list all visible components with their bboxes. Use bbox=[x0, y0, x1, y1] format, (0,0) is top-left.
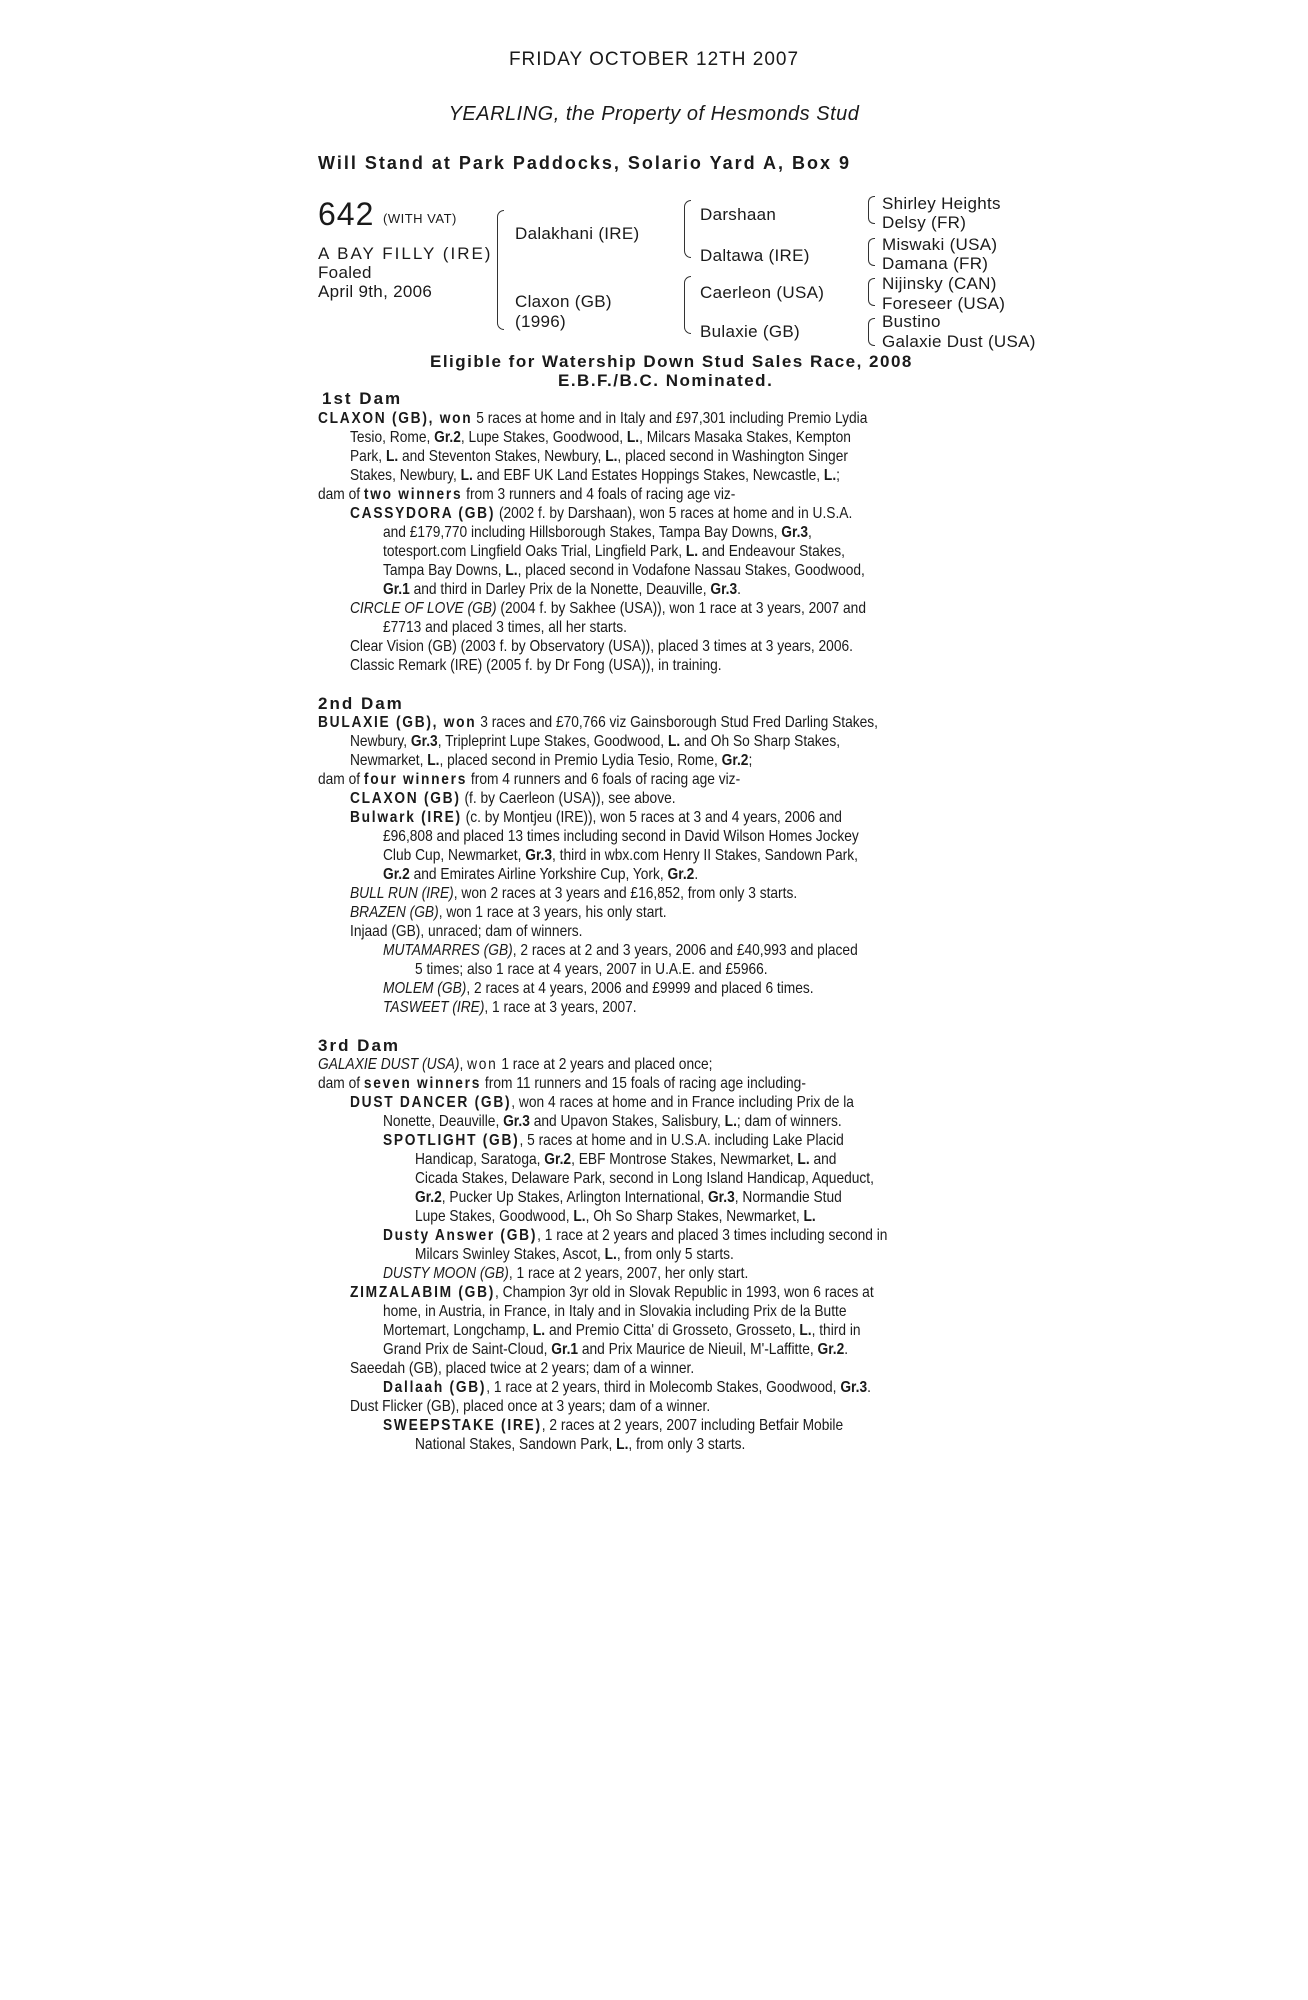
eligible-line-2: E.B.F./B.C. Nominated. bbox=[558, 371, 774, 390]
first-dam-line: CIRCLE OF LOVE (GB) (2004 f. by Sakhee (USA)), won 1 race at 3 years, 2007 and bbox=[350, 600, 866, 617]
second-dam-line: Newbury, Gr.3, Tripleprint Lupe Stakes, Goodwood, L. and Oh So Sharp Stakes, bbox=[350, 733, 841, 750]
first-dam-line: Tampa Bay Downs, L., placed second in Vodafone Nassau Stakes, Goodwood, bbox=[383, 562, 865, 579]
second-dam-line: Newmarket, L., placed second in Premio Lydia Tesio, Rome, Gr.2; bbox=[350, 752, 753, 769]
third-dam-line: dam of seven winners from 11 runners and 15 foals of racing age including- bbox=[318, 1075, 806, 1092]
pedigree-sire: Dalakhani (IRE) bbox=[515, 224, 640, 243]
pedigree-dsd: Foreseer (USA) bbox=[882, 294, 1006, 313]
third-dam-line: Dust Flicker (GB), placed once at 3 years; dam of a winner. bbox=[350, 1398, 711, 1415]
pedigree-brace-sire bbox=[684, 200, 691, 258]
second-dam-line: MUTAMARRES (GB), 2 races at 2 and 3 years, 2006 and £40,993 and placed bbox=[383, 942, 858, 959]
stand-location: Will Stand at Park Paddocks, Solario Yard A, Box 9 bbox=[318, 153, 851, 173]
pedigree-ss: Darshaan bbox=[700, 205, 777, 224]
pedigree-sd: Daltawa (IRE) bbox=[700, 246, 810, 265]
third-dam-line: Lupe Stakes, Goodwood, L., Oh So Sharp Stakes, Newmarket, L. bbox=[415, 1208, 816, 1225]
first-dam-line: Clear Vision (GB) (2003 f. by Observatory (USA)), placed 3 times at 3 years, 2006. bbox=[350, 638, 853, 655]
foaled-label: Foaled bbox=[318, 263, 372, 282]
first-dam-line: Stakes, Newbury, L. and EBF UK Land Estates Hoppings Stakes, Newcastle, L.; bbox=[350, 467, 840, 484]
second-dam-line: TASWEET (IRE), 1 race at 3 years, 2007. bbox=[383, 999, 637, 1016]
third-dam-line: Milcars Swinley Stakes, Ascot, L., from only 5 starts. bbox=[415, 1246, 734, 1263]
second-dam-line: £96,808 and placed 13 times including second in David Wilson Homes Jockey bbox=[383, 828, 859, 845]
pedigree-brace-sd bbox=[868, 238, 875, 266]
second-dam-line: BULL RUN (IRE), won 2 races at 3 years and £16,852, from only 3 starts. bbox=[350, 885, 798, 902]
third-dam-line: Mortemart, Longchamp, L. and Premio Citta' di Grosseto, Grosseto, L., third in bbox=[383, 1322, 861, 1339]
third-dam-line: Grand Prix de Saint-Cloud, Gr.1 and Prix Maurice de Nieuil, M'-Laffitte, Gr.2. bbox=[383, 1341, 849, 1358]
pedigree-dam-year: (1996) bbox=[515, 312, 566, 331]
first-dam-line: and £179,770 including Hillsborough Stakes, Tampa Bay Downs, Gr.3, bbox=[383, 524, 812, 541]
pedigree-dss: Nijinsky (CAN) bbox=[882, 274, 997, 293]
pedigree-brace-ds bbox=[868, 278, 875, 306]
third-dam-line: Gr.2, Pucker Up Stakes, Arlington International, Gr.3, Normandie Stud bbox=[415, 1189, 842, 1206]
third-dam-line: GALAXIE DUST (USA), won 1 race at 2 years and placed once; bbox=[318, 1056, 713, 1073]
property-line: YEARLING, the Property of Hesmonds Stud bbox=[448, 103, 860, 125]
pedigree-sds: Miswaki (USA) bbox=[882, 235, 998, 254]
foaled-date: April 9th, 2006 bbox=[318, 282, 433, 301]
second-dam-line: Club Cup, Newmarket, Gr.3, third in wbx.com Henry II Stakes, Sandown Park, bbox=[383, 847, 858, 864]
pedigree-dd: Bulaxie (GB) bbox=[700, 322, 800, 341]
third-dam-line: Nonette, Deauville, Gr.3 and Upavon Stakes, Salisbury, L.; dam of winners. bbox=[383, 1113, 842, 1130]
third-dam-line: National Stakes, Sandown Park, L., from only 3 starts. bbox=[415, 1436, 746, 1453]
third-dam-line: SPOTLIGHT (GB), 5 races at home and in U.S.A. including Lake Placid bbox=[383, 1132, 844, 1149]
third-dam-heading: 3rd Dam bbox=[318, 1036, 401, 1055]
pedigree-dam: Claxon (GB) bbox=[515, 292, 612, 311]
first-dam-line: Tesio, Rome, Gr.2, Lupe Stakes, Goodwood, L., Milcars Masaka Stakes, Kempton bbox=[350, 429, 851, 446]
pedigree-ds: Caerleon (USA) bbox=[700, 283, 825, 302]
second-dam-line: BRAZEN (GB), won 1 race at 3 years, his only start. bbox=[350, 904, 667, 921]
pedigree-dds: Bustino bbox=[882, 312, 941, 331]
second-dam-line: 5 times; also 1 race at 4 years, 2007 in U.A.E. and £5966. bbox=[415, 961, 768, 978]
first-dam-line: Gr.1 and third in Darley Prix de la Nonette, Deauville, Gr.3. bbox=[383, 581, 741, 598]
second-dam-line: Injaad (GB), unraced; dam of winners. bbox=[350, 923, 583, 940]
second-dam-heading: 2nd Dam bbox=[318, 694, 404, 713]
third-dam-line: ZIMZALABIM (GB), Champion 3yr old in Slovak Republic in 1993, won 6 races at bbox=[350, 1284, 874, 1301]
first-dam-line: dam of two winners from 3 runners and 4 foals of racing age viz- bbox=[318, 486, 736, 503]
third-dam-line: Dusty Answer (GB), 1 race at 2 years and placed 3 times including second in bbox=[383, 1227, 888, 1244]
pedigree-brace-ss bbox=[868, 196, 875, 224]
lot-vat: (WITH VAT) bbox=[383, 211, 457, 226]
lot-name: A BAY FILLY (IRE) bbox=[318, 244, 493, 263]
second-dam-line: CLAXON (GB) (f. by Caerleon (USA)), see above. bbox=[350, 790, 676, 807]
third-dam-line: DUST DANCER (GB), won 4 races at home and in France including Prix de la bbox=[350, 1094, 854, 1111]
pedigree-ssd: Delsy (FR) bbox=[882, 213, 967, 232]
third-dam-line: DUSTY MOON (GB), 1 race at 2 years, 2007, her only start. bbox=[383, 1265, 749, 1282]
pedigree-sdd: Damana (FR) bbox=[882, 254, 989, 273]
lot-number: 642 bbox=[318, 196, 375, 232]
third-dam-line: SWEEPSTAKE (IRE), 2 races at 2 years, 2007 including Betfair Mobile bbox=[383, 1417, 844, 1434]
second-dam-line: Gr.2 and Emirates Airline Yorkshire Cup, York, Gr.2. bbox=[383, 866, 699, 883]
pedigree-brace-dam bbox=[684, 276, 691, 334]
sale-date: FRIDAY OCTOBER 12TH 2007 bbox=[508, 49, 800, 70]
third-dam-line: Cicada Stakes, Delaware Park, second in Long Island Handicap, Aqueduct, bbox=[415, 1170, 874, 1187]
pedigree-sss: Shirley Heights bbox=[882, 194, 1001, 213]
first-dam-line: Park, L. and Steventon Stakes, Newbury, L., placed second in Washington Singer bbox=[350, 448, 848, 465]
third-dam-line: Dallaah (GB), 1 race at 2 years, third in Molecomb Stakes, Goodwood, Gr.3. bbox=[383, 1379, 871, 1396]
second-dam-line: dam of four winners from 4 runners and 6 foals of racing age viz- bbox=[318, 771, 741, 788]
pedigree-brace-dd bbox=[868, 318, 875, 346]
third-dam-line: Handicap, Saratoga, Gr.2, EBF Montrose Stakes, Newmarket, L. and bbox=[415, 1151, 837, 1168]
eligible-line-1: Eligible for Watership Down Stud Sales Race, 2008 bbox=[430, 352, 913, 371]
first-dam-line: Classic Remark (IRE) (2005 f. by Dr Fong (USA)), in training. bbox=[350, 657, 722, 674]
first-dam-heading: 1st Dam bbox=[322, 389, 403, 408]
second-dam-line: Bulwark (IRE) (c. by Montjeu (IRE)), won 5 races at 3 and 4 years, 2006 and bbox=[350, 809, 842, 826]
second-dam-line: MOLEM (GB), 2 races at 4 years, 2006 and £9999 and placed 6 times. bbox=[383, 980, 814, 997]
first-dam-line: CLAXON (GB), won 5 races at home and in Italy and £97,301 including Premio Lydia bbox=[318, 410, 868, 427]
first-dam-line: £7713 and placed 3 times, all her starts. bbox=[383, 619, 627, 636]
first-dam-line: totesport.com Lingfield Oaks Trial, Lingfield Park, L. and Endeavour Stakes, bbox=[383, 543, 845, 560]
second-dam-line: BULAXIE (GB), won 3 races and £70,766 viz Gainsborough Stud Fred Darling Stakes, bbox=[318, 714, 878, 731]
first-dam-line: CASSYDORA (GB) (2002 f. by Darshaan), won 5 races at home and in U.S.A. bbox=[350, 505, 853, 522]
pedigree-brace-main bbox=[497, 210, 504, 330]
third-dam-line: Saeedah (GB), placed twice at 2 years; dam of a winner. bbox=[350, 1360, 695, 1377]
third-dam-line: home, in Austria, in France, in Italy and in Slovakia including Prix de la Butte bbox=[383, 1303, 847, 1320]
pedigree-ddd: Galaxie Dust (USA) bbox=[882, 332, 1036, 351]
